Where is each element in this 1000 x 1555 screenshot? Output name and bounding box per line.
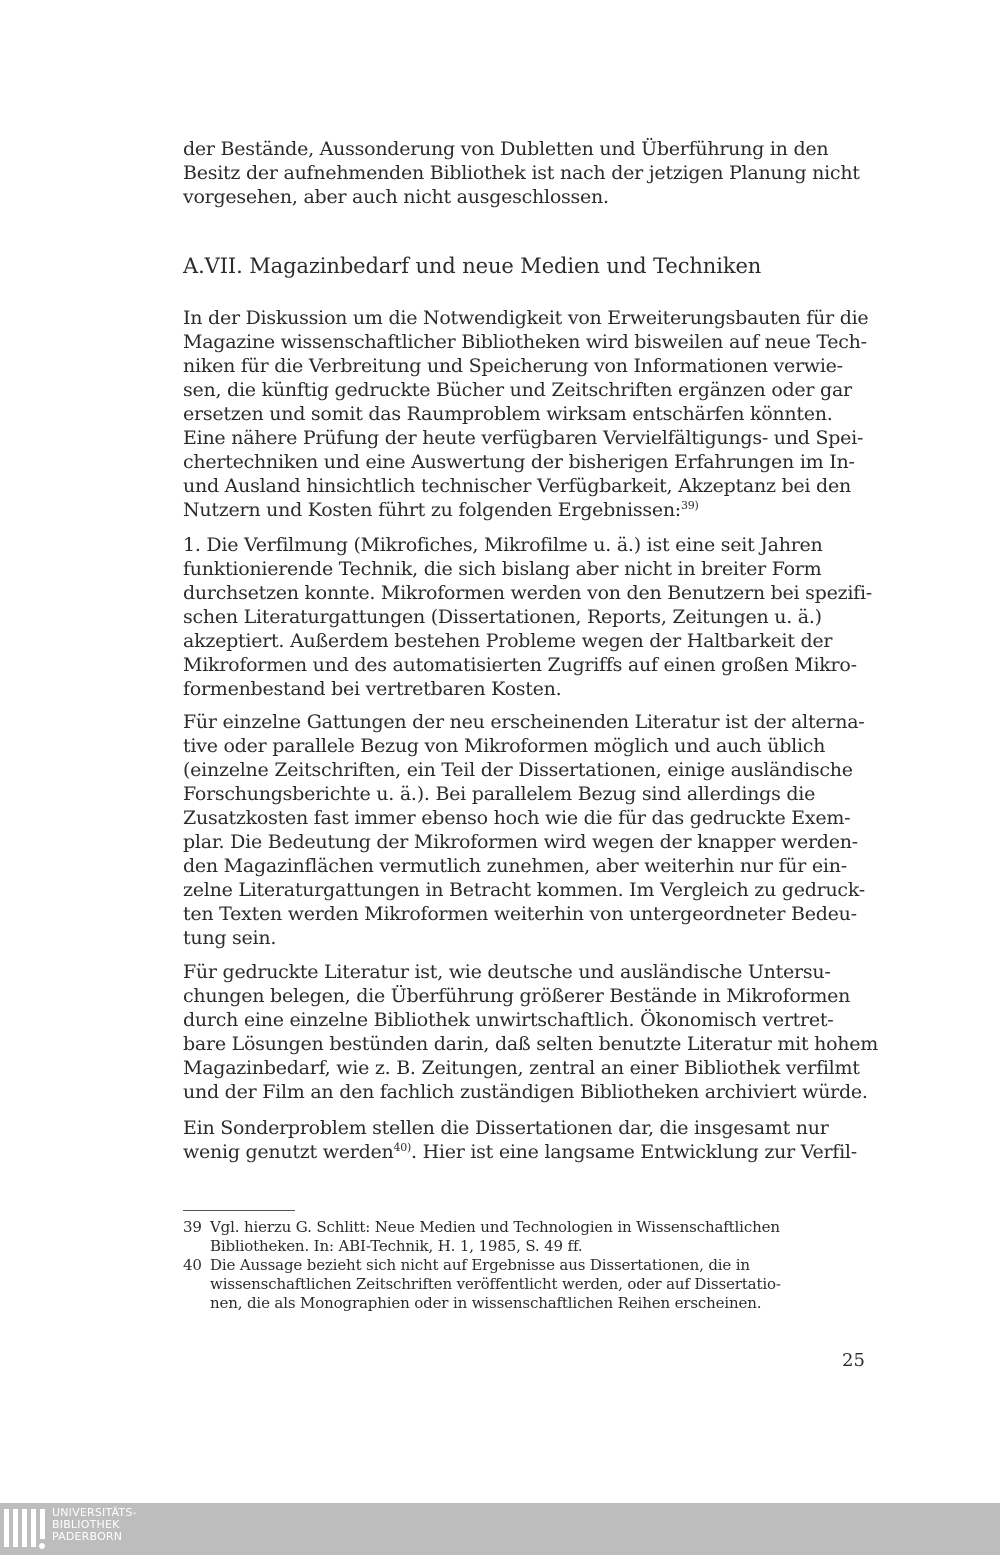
footnote-ref-39[interactable]: 39): [680, 499, 699, 512]
text-line: Für einzelne Gattungen der neu erscheinenden Literatur ist der alterna-: [183, 711, 865, 733]
text-line: vorgesehen, aber auch nicht ausgeschlossen.: [183, 186, 609, 208]
text-line: durchsetzen konnte. Mikroformen werden von den Benutzern bei spezifi-: [183, 582, 872, 604]
text-span: wenig genutzt werden: [183, 1141, 394, 1163]
text-span: Nutzern und Kosten führt zu folgenden Ergebnissen:: [183, 499, 681, 521]
text-line: [183, 499, 699, 521]
text-line: Besitz der aufnehmenden Bibliothek ist nach der jetzigen Planung nicht: [183, 162, 860, 184]
text-line: durch eine einzelne Bibliothek unwirtschaftlich. Ökonomisch vertret-: [183, 1009, 834, 1031]
text-line: Eine nähere Prüfung der heute verfügbaren Vervielfältigungs- und Spei-: [183, 427, 864, 449]
library-logo-text: [52, 1507, 137, 1543]
text-line: bare Lösungen bestünden darin, daß selten benutzte Literatur mit hohem: [183, 1033, 879, 1055]
text-line: sen, die künftig gedruckte Bücher und Zeitschriften ergänzen oder gar: [183, 379, 852, 401]
text-line: chungen belegen, die Überführung größerer Bestände in Mikroformen: [183, 985, 851, 1007]
text-line: tung sein.: [183, 927, 277, 949]
text-line: In der Diskussion um die Notwendigkeit von Erweiterungsbauten für die: [183, 307, 869, 329]
text-span: . Hier ist eine langsame Entwicklung zur Verfil-: [411, 1141, 857, 1163]
text-line: Magazinbedarf, wie z. B. Zeitungen, zentral an einer Bibliothek verfilmt: [183, 1057, 860, 1079]
text-line: 1. Die Verfilmung (Mikrofiches, Mikrofilme u. ä.) ist eine seit Jahren: [183, 534, 823, 556]
text-line: plar. Die Bedeutung der Mikroformen wird wegen der knapper werden-: [183, 831, 858, 853]
footnote-ref-40[interactable]: 40): [393, 1141, 412, 1154]
text-line: der Bestände, Aussonderung von Dubletten und Überführung in den: [183, 138, 829, 160]
text-line: formenbestand bei vertretbaren Kosten.: [183, 678, 562, 700]
footer-bar: [0, 1503, 1000, 1555]
footnote-separator: [183, 1210, 295, 1211]
text-line: niken für die Verbreitung und Speicherung von Informationen verwie-: [183, 355, 843, 377]
logo-line: UNIVERSITÄTS-: [52, 1506, 137, 1519]
text-line: Für gedruckte Literatur ist, wie deutsche und ausländische Untersu-: [183, 961, 831, 983]
footnote-text-line: Bibliotheken. In: ABI-Technik, H. 1, 1985, S. 49 ff.: [210, 1237, 583, 1255]
logo-line: PADERBORN: [52, 1530, 123, 1543]
text-line: akzeptiert. Außerdem bestehen Probleme wegen der Haltbarkeit der: [183, 630, 833, 652]
text-line: und der Film an den fachlich zuständigen Bibliotheken archiviert würde.: [183, 1081, 868, 1103]
text-line: funktionierende Technik, die sich bislang aber nicht in breiter Form: [183, 558, 822, 580]
footnote-text-line: nen, die als Monographien oder in wissenschaftlichen Reihen erscheinen.: [210, 1294, 762, 1312]
section-heading: A.VII. Magazinbedarf und neue Medien und Techniken: [183, 254, 762, 278]
text-line: tive oder parallele Bezug von Mikroformen möglich und auch üblich: [183, 735, 826, 757]
text-line: Magazine wissenschaftlicher Bibliotheken wird bisweilen auf neue Tech-: [183, 331, 867, 353]
footnote-text-line: wissenschaftlichen Zeitschriften veröffentlicht werden, oder auf Dissertatio-: [210, 1275, 781, 1293]
text-line: chertechniken und eine Auswertung der bisherigen Erfahrungen im In-: [183, 451, 855, 473]
text-line: ersetzen und somit das Raumproblem wirksam entschärfen könnten.: [183, 403, 833, 425]
footnote-number: 40: [183, 1256, 202, 1274]
text-line: Mikroformen und des automatisierten Zugriffs auf einen großen Mikro-: [183, 654, 857, 676]
footnote-text-line: Vgl. hierzu G. Schlitt: Neue Medien und Technologien in Wissenschaftlichen: [210, 1218, 780, 1236]
page-number: 25: [842, 1350, 865, 1371]
footnote-number: 39: [183, 1218, 202, 1236]
text-line: Forschungsberichte u. ä.). Bei parallelem Bezug sind allerdings die: [183, 783, 816, 805]
text-line: schen Literaturgattungen (Dissertationen, Reports, Zeitungen u. ä.): [183, 606, 822, 628]
footnote-text-line: Die Aussage bezieht sich nicht auf Ergebnisse aus Dissertationen, die in: [210, 1256, 750, 1274]
text-line: und Ausland hinsichtlich technischer Verfügbarkeit, Akzeptanz bei den: [183, 475, 851, 497]
text-line: [183, 1141, 857, 1163]
text-line: (einzelne Zeitschriften, ein Teil der Dissertationen, einige ausländische: [183, 759, 853, 781]
logo-line: BIBLIOTHEK: [52, 1518, 120, 1531]
text-line: ten Texten werden Mikroformen weiterhin von untergeordneter Bedeu-: [183, 903, 857, 925]
text-line: Zusatzkosten fast immer ebenso hoch wie die für das gedruckte Exem-: [183, 807, 851, 829]
text-line: den Magazinflächen vermutlich zunehmen, aber weiterhin nur für ein-: [183, 855, 847, 877]
text-line: Ein Sonderproblem stellen die Dissertationen dar, die insgesamt nur: [183, 1117, 829, 1139]
text-line: zelne Literaturgattungen in Betracht kommen. Im Vergleich zu gedruck-: [183, 879, 865, 901]
